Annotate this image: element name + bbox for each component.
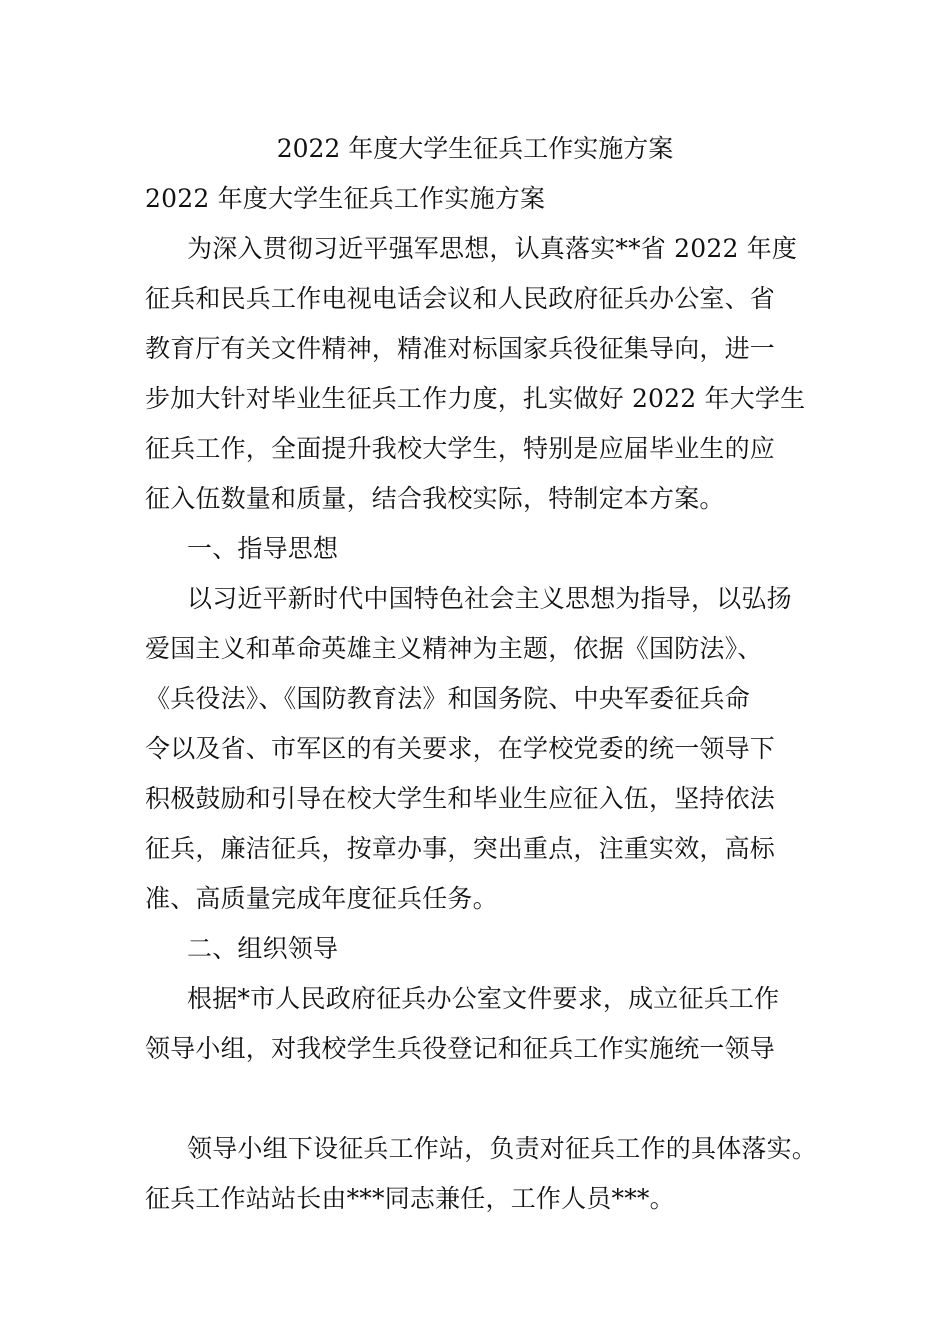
document-subtitle: 2022 年度大学生征兵工作实施方案 xyxy=(145,184,546,213)
intro-line: 步加大针对毕业生征兵工作力度，扎实做好 2022 年大学生 xyxy=(145,384,806,413)
intro-line: 征入伍数量和质量，结合我校实际，特制定本方案。 xyxy=(145,484,725,513)
section2-line: 领导小组下设征兵工作站，负责对征兵工作的具体落实。 xyxy=(187,1134,818,1163)
section2-line: 征兵工作站站长由***同志兼任，工作人员***。 xyxy=(145,1184,675,1213)
section1-line: 积极鼓励和引导在校大学生和毕业生应征入伍，坚持依法 xyxy=(145,784,776,813)
intro-line: 征兵和民兵工作电视电话会议和人民政府征兵办公室、省 xyxy=(145,284,776,313)
section1-line: 《兵役法》、《国防教育法》和国务院、中央军委征兵命 xyxy=(145,684,751,713)
section-heading: 一、指导思想 xyxy=(187,534,339,563)
intro-line: 为深入贯彻习近平强军思想，认真落实**省 2022 年度 xyxy=(187,234,798,263)
intro-line: 教育厅有关文件精神，精准对标国家兵役征集导向，进一 xyxy=(145,334,776,363)
section1-line: 准、高质量完成年度征兵任务。 xyxy=(145,884,498,913)
section1-line: 爱国主义和革命英雄主义精神为主题，依据《国防法》、 xyxy=(145,634,763,663)
section1-line: 以习近平新时代中国特色社会主义思想为指导，以弘扬 xyxy=(187,584,792,613)
section-heading: 二、组织领导 xyxy=(187,934,339,963)
section1-line: 令以及省、市军区的有关要求，在学校党委的统一领导下 xyxy=(145,734,776,763)
section2-line: 领导小组，对我校学生兵役登记和征兵工作实施统一领导 xyxy=(145,1034,776,1063)
section1-line: 征兵，廉洁征兵，按章办事，突出重点，注重实效，高标 xyxy=(145,834,776,863)
intro-line: 征兵工作，全面提升我校大学生，特别是应届毕业生的应 xyxy=(145,434,776,463)
section2-line: 根据*市人民政府征兵办公室文件要求，成立征兵工作 xyxy=(187,984,780,1013)
document-title: 2022 年度大学生征兵工作实施方案 xyxy=(276,134,674,163)
